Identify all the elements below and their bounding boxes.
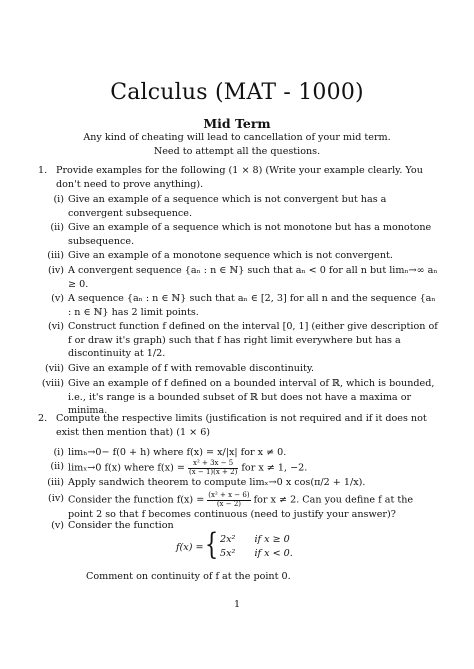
question-number: 1.	[38, 165, 48, 176]
case-1-condition: if x ≥ 0	[254, 534, 290, 545]
page-number: 1	[233, 599, 241, 610]
item-number: (iii)	[47, 477, 64, 488]
case-2-expression: 5x²	[220, 548, 236, 559]
fraction-denominator: (x − 1)(x + 2)	[188, 467, 238, 476]
item-number: (i)	[53, 194, 64, 205]
instruction-line-1: Any kind of cheating will lead to cancellation of your mid term.	[83, 132, 391, 143]
item-text: A sequence {aₙ : n ∈ ℕ} such that aₙ ∈ [2, 3] for all n and the sequence {aₙ : n ∈ ℕ} has 2 limit points.	[68, 293, 436, 318]
item-text: Apply sandwich theorem to compute limₓ→0 x cos(π/2 + 1/x).	[68, 477, 366, 488]
case-2	[220, 548, 293, 559]
item-text: Give an example of f with removable discontinuity.	[68, 363, 315, 374]
item-number: (ii)	[50, 461, 64, 472]
item-number: (iv)	[48, 265, 64, 276]
fraction-denominator: (x − 2)	[216, 499, 242, 508]
function-lhs: f(x) =	[176, 542, 204, 553]
fraction	[188, 460, 238, 476]
item-number: (v)	[51, 520, 64, 531]
case-1-expression: 2x²	[220, 534, 236, 545]
item-number: (vi)	[48, 321, 64, 332]
question-1	[38, 164, 442, 191]
fraction-numerator: (x² + x − 6)	[208, 491, 250, 499]
fraction-numerator: x² + 3x − 5	[188, 460, 238, 469]
item-number: (ii)	[50, 222, 64, 233]
page-title: Calculus (MAT - 1000)	[110, 80, 364, 105]
question-text: Compute the respective limits (justification is not required and if it does not exist then mention that) (1 × 6)	[56, 413, 427, 438]
exam-subtitle: Mid Term	[203, 116, 271, 131]
instruction-line-2: Need to attempt all the questions.	[153, 146, 321, 157]
item-text	[68, 460, 440, 476]
item-text: Give an example of a monotone sequence which is not convergent.	[68, 250, 393, 261]
item-text: A convergent sequence {aₙ : n ∈ ℕ} such that aₙ < 0 for all n but limₙ→∞ aₙ ≥ 0.	[68, 265, 438, 290]
item-number: (v)	[51, 293, 64, 304]
item-text	[68, 492, 440, 522]
item-text: Give an example of a sequence which is not convergent but has a convergent subsequence.	[68, 194, 387, 219]
case-2-condition: if x < 0.	[254, 548, 293, 559]
item-text-post: for x ≠ 1, −2.	[238, 462, 308, 474]
question-2	[38, 412, 442, 439]
item-text-pre: Consider the function f(x) =	[68, 494, 208, 506]
item-text: Consider the function	[68, 520, 174, 531]
case-1	[220, 534, 290, 545]
item-number: (i)	[53, 447, 64, 458]
left-brace-symbol: {	[204, 527, 219, 562]
item-text: limₕ→0− f(0 + h) where f(x) = x/|x| for x ≠ 0.	[68, 447, 287, 458]
item-text: Give an example of f defined on a bounded interval of ℝ, which is bounded, i.e., it's range is a bounded subset of ℝ but does not have a maxima or minima.	[68, 378, 435, 417]
item-number: (iv)	[48, 493, 64, 504]
item-number: (viii)	[41, 378, 64, 389]
item-text: Give an example of a sequence which is not monotone but has a monotone subsequence.	[68, 222, 432, 247]
item-number: (iii)	[47, 250, 64, 261]
item-number: (vii)	[44, 363, 64, 374]
item-text-pre: limₓ→0 f(x) where f(x) =	[68, 462, 188, 474]
comment-text: Comment on continuity of f at the point 0.	[86, 571, 291, 582]
fraction	[207, 492, 250, 508]
item-text-post: for x ≠ 2. Can you define f at the point 2 so that f becomes continuous (need to justify your answer)?	[68, 494, 414, 520]
question-number: 2.	[38, 413, 48, 424]
question-text: Provide examples for the following (1 × 8) (Write your example clearly. You don't need to prove anything).	[56, 165, 423, 190]
item-text: Construct function f defined on the interval [0, 1] (either give description of f or draw it's graph) such that f has right limit everywhere but has a discontinuity at 1/2.	[68, 321, 438, 360]
